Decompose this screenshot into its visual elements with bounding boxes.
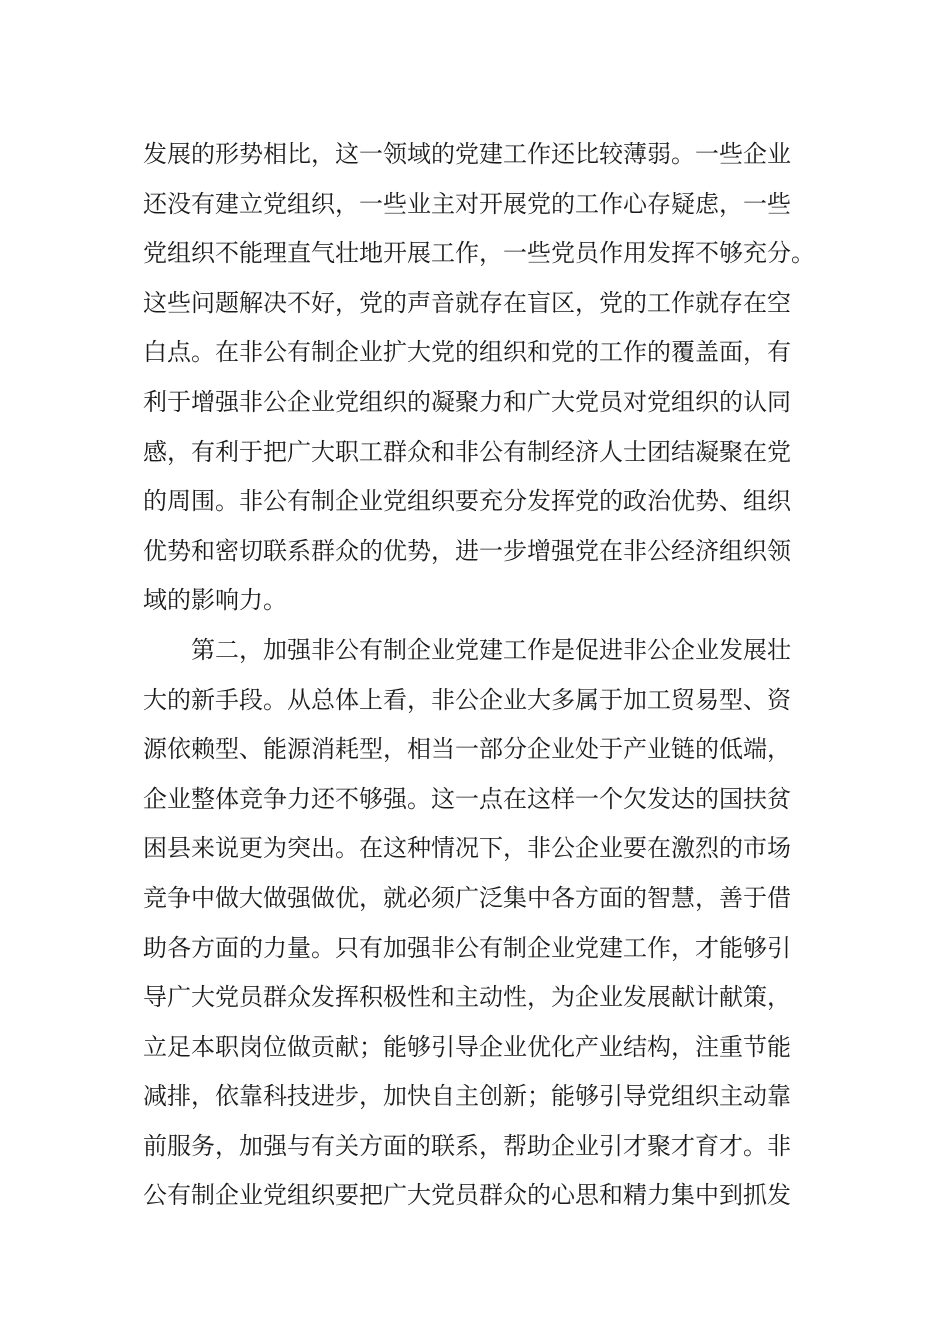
text-line: 感，有利于把广大职工群众和非公有制经济人士团结凝聚在党 [143,437,791,466]
text-line: 立足本职岗位做贡献；能够引导企业优化产业结构，注重节能 [143,1032,791,1061]
text-line: 利于增强非公企业党组织的凝聚力和广大党员对党组织的认同 [143,387,791,416]
text-line: 助各方面的力量。只有加强非公有制企业党建工作，才能够引 [143,933,791,962]
text-line: 导广大党员群众发挥积极性和主动性，为企业发展献计献策， [143,983,791,1012]
text-line: 减排，依靠科技进步，加快自主创新；能够引导党组织主动靠 [143,1082,791,1111]
text-line: 困县来说更为突出。在这种情况下，非公企业要在激烈的市场 [143,834,791,863]
text-line: 公有制企业党组织要把广大党员群众的心思和精力集中到抓发 [143,1181,791,1210]
text-line: 白点。在非公有制企业扩大党的组织和党的工作的覆盖面，有 [143,338,791,367]
text-line: 前服务，加强与有关方面的联系，帮助企业引才聚才育才。非 [143,1131,791,1160]
text-line: 企业整体竞争力还不够强。这一点在这样一个欠发达的国扶贫 [143,784,791,813]
text-line: 优势和密切联系群众的优势，进一步增强党在非公经济组织领 [143,536,791,565]
text-line: 源依赖型、能源消耗型，相当一部分企业处于产业链的低端， [143,735,791,764]
text-line: 大的新手段。从总体上看，非公企业大多属于加工贸易型、资 [143,685,791,714]
text-line: 域的影响力。 [143,586,287,615]
text-line: 党组织不能理直气壮地开展工作，一些党员作用发挥不够充分。 [143,239,815,268]
body-text [143,130,823,1221]
text-line: 竞争中做大做强做优，就必须广泛集中各方面的智慧，善于借 [143,883,791,912]
text-line: 还没有建立党组织，一些业主对开展党的工作心存疑虑，一些 [143,189,791,218]
text-line: 的周围。非公有制企业党组织要充分发挥党的政治优势、组织 [143,487,791,516]
text-line: 发展的形势相比，这一领域的党建工作还比较薄弱。一些企业 [143,140,791,168]
text-line: 这些问题解决不好，党的声音就存在盲区，党的工作就存在空 [143,288,791,317]
paragraph-first-line: 第二，加强非公有制企业党建工作是促进非公企业发展壮 [191,635,791,664]
